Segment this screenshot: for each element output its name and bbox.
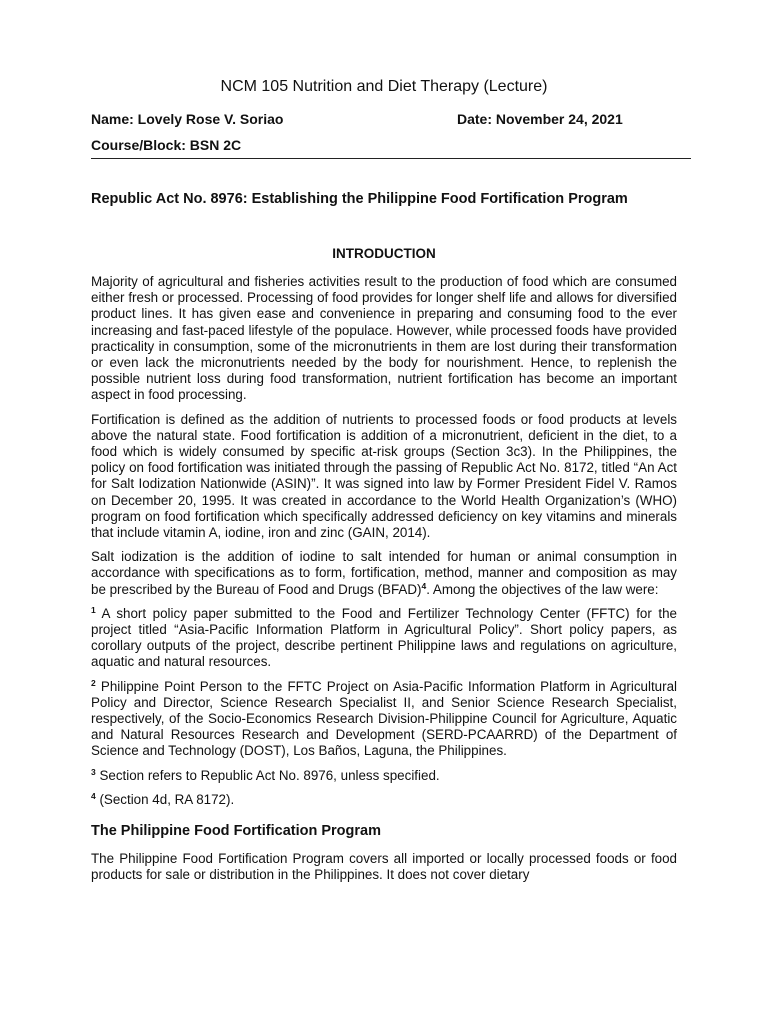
footnote-mark: 2 <box>91 677 96 688</box>
program-paragraph-1: The Philippine Food Fortification Program covers all imported or locally processed foods or food products for sale or distribution in the Philippines. It does not cover dietary <box>91 851 677 883</box>
student-name: Name: Lovely Rose V. Soriao <box>91 111 284 127</box>
student-info-row <box>91 110 677 128</box>
footnote-text: A short policy paper submitted to the Food and Fertilizer Technology Center (FFTC) for the project titled “Asia-Pacific Information Platform in Agricultural Policy”. Short policy papers, as corollary outputs of the project, describe pertinent Philippine laws and regulations on agriculture, aquatic and natural resources. <box>91 605 677 670</box>
footnote-ref-4: 4 <box>421 580 427 591</box>
program-heading: The Philippine Food Fortification Program <box>91 823 381 840</box>
header-divider <box>91 158 691 159</box>
footnote-4 <box>91 792 677 808</box>
footnote-2 <box>91 679 677 760</box>
footnote-text: Philippine Point Person to the FFTC Project on Asia-Pacific Information Platform in Agricultural Policy and Director, Science Research Specialist II, and Senior Science Research Specialist, respectively, of the Socio-Economics Research Division-Philippine Council for Agriculture, Aquatic and Natural Resources Research and Development (SERD-PCAARRD) of the Department of Science and Technology (DOST), Los Baños, Laguna, the Philippines. <box>91 678 677 759</box>
paragraph-3-text: Salt iodization is the addition of iodine to salt intended for human or animal consumption in accordance with specifications as to form, fortification, method, manner and composition as may be prescribed by the Bureau of Food and Drugs (BFAD) <box>91 549 677 597</box>
footnote-mark: 1 <box>91 604 96 615</box>
submission-date: Date: November 24, 2021 <box>457 111 623 127</box>
act-title: Republic Act No. 8976: Establishing the Philippine Food Fortification Program <box>91 191 628 207</box>
footnote-mark: 4 <box>91 790 96 801</box>
introduction-heading: INTRODUCTION <box>332 246 436 261</box>
footnote-text: (Section 4d, RA 8172). <box>95 791 235 807</box>
footnote-mark: 3 <box>91 766 96 777</box>
introduction-paragraph-1: Majority of agricultural and fisheries activities result to the production of food which are consumed either fresh or processed. Processing of food provides for longer shelf life and allows for diversified product lines. It has given ease and convenience in preparing and consuming food to the ever increasing and fast-paced lifestyle of the populace. However, while processed foods have provided practicality in consumption, some of the micronutrients in them are lost during their transformation or even lack the micronutrients needed by the body for nourishment. Hence, to replenish the possible nutrient loss during food transformation, nutrient fortification has become an important aspect in food processing. <box>91 274 677 403</box>
document-title: NCM 105 Nutrition and Diet Therapy (Lecture) <box>220 78 548 95</box>
footnote-1 <box>91 606 677 671</box>
introduction-paragraph-2: Fortification is defined as the addition of nutrients to processed foods or food products at levels above the natural state. Food fortification is addition of a micronutrient, deficient in the diet, to a food which is widely consumed by specific at-risk groups (Section 3c3). In the Philippines, the policy on food fortification was initiated through the passing of Republic Act No. 8172, titled “An Act for Salt Iodization Nationwide (ASIN)”. It was signed into law by Former President Fidel V. Ramos on December 20, 1995. It was created in accordance to the World Health Organization’s (WHO) program on food fortification which specifically addressed deficiency on key vitamins and minerals that include vitamin A, iodine, iron and zinc (GAIN, 2014). <box>91 411 677 541</box>
introduction-paragraph-3 <box>91 549 677 598</box>
footnote-3 <box>91 768 677 784</box>
paragraph-3-tail: . Among the objectives of the law were: <box>426 581 659 597</box>
course-block: Course/Block: BSN 2C <box>91 137 242 153</box>
footnote-text: Section refers to Republic Act No. 8976, unless specified. <box>95 767 440 783</box>
